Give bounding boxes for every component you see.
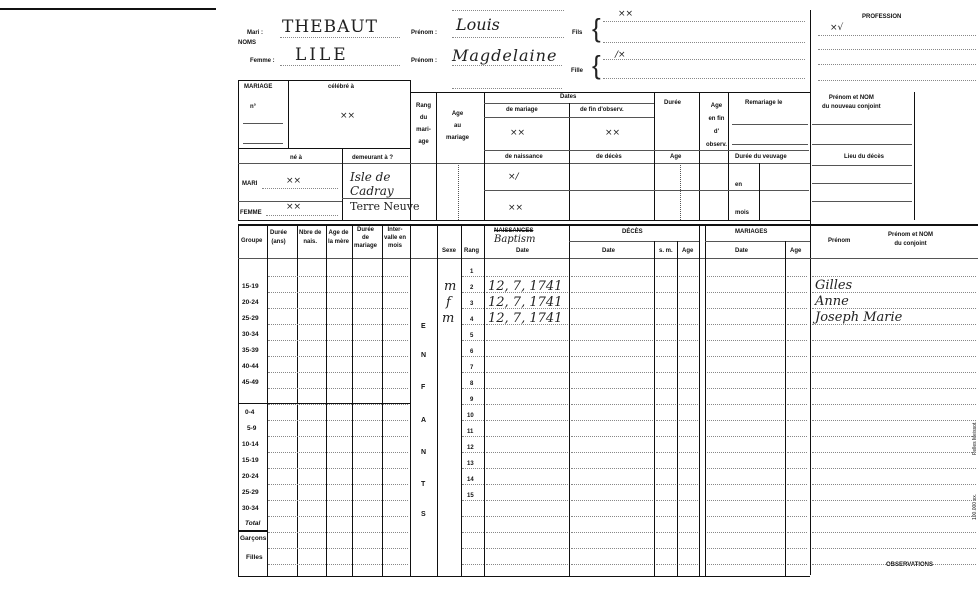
age-label-row2: Age: [670, 154, 682, 160]
row-rule: [462, 532, 484, 533]
row-rule: [656, 324, 676, 325]
row-rule: [656, 388, 676, 389]
bapteme-label: Baptism: [494, 234, 536, 245]
row-rule: [679, 564, 698, 565]
enfants-letter-7: S: [421, 511, 426, 518]
row-rule: [812, 548, 976, 549]
age-fin-observ-label: Age en fin d' observ.: [706, 103, 727, 148]
sm-label: s. m.: [659, 248, 673, 254]
row-rule: [679, 452, 698, 453]
row-rule: [268, 388, 408, 389]
row-rule: [571, 404, 653, 405]
row-rule: [486, 276, 568, 277]
row-rule: [787, 388, 807, 389]
row-rule: [812, 308, 976, 309]
row-rule: [486, 340, 568, 341]
filles-label: Filles: [246, 554, 263, 561]
enfants-letter-4: A: [421, 417, 427, 424]
row-rule: [656, 500, 676, 501]
row-rule: [268, 516, 408, 517]
row-rule: [486, 420, 568, 421]
observations-label: OBSERVATIONS: [886, 562, 934, 568]
mari-row-label: MARI: [242, 181, 258, 187]
row-rule: [812, 452, 976, 453]
row-rule: [268, 372, 408, 373]
row-rule: [707, 420, 784, 421]
row-rule: [462, 484, 484, 485]
rang-14: 14: [467, 477, 474, 483]
femme-name: LILE: [295, 45, 349, 65]
row-rule: [268, 308, 408, 309]
copies-mark: 100.000 ex.: [972, 493, 978, 520]
row-rule: [787, 372, 807, 373]
enfants-letter-5: N: [421, 449, 427, 456]
rang-4: 4: [470, 317, 474, 323]
rang-2: 2: [470, 285, 474, 291]
row-rule: [656, 468, 676, 469]
en-label: en: [735, 182, 743, 188]
celebre-label: célébré à: [328, 84, 355, 90]
row-rule: [462, 468, 484, 469]
child-1-sexe: m: [444, 279, 457, 294]
mariage-label: MARIAGE: [244, 84, 273, 90]
row-rule: [707, 308, 784, 309]
nbre-nais-label: Nbre de nais.: [299, 230, 322, 245]
row-rule: [679, 500, 698, 501]
groupe-20-24-b: 20-24: [242, 473, 259, 480]
row-rule: [656, 548, 676, 549]
row-rule: [812, 404, 976, 405]
remariage-label: Remariage le: [745, 100, 783, 106]
groupe-0-4: 0-4: [245, 409, 255, 416]
row-rule: [707, 452, 784, 453]
row-rule: [462, 420, 484, 421]
row-rule: [268, 292, 408, 293]
noms-label: NOMS: [238, 40, 256, 46]
row-rule: [812, 292, 976, 293]
demeurant-line-1: Isle de: [350, 170, 391, 184]
fille-mark: /×: [615, 50, 626, 60]
duree-veuvage-label: Durée du veuvage: [735, 154, 787, 160]
row-rule: [571, 548, 653, 549]
mariages-date-label: Date: [735, 248, 749, 254]
row-rule: [486, 404, 568, 405]
profession-mark: ×√: [830, 23, 844, 33]
row-rule: [787, 324, 807, 325]
row-rule: [268, 276, 408, 277]
date-mariage-mark: ××: [510, 128, 526, 138]
row-rule: [462, 436, 484, 437]
mois-label: mois: [735, 210, 750, 216]
duree-mariage-label: Durée de mariage: [354, 227, 378, 249]
lieu-deces-label: Lieu du décès: [844, 154, 885, 160]
row-rule: [787, 468, 807, 469]
groupe-25-29-b: 25-29: [242, 489, 259, 496]
nouveau-conjoint-label: Prénom et NOM du nouveau conjoint: [822, 95, 881, 110]
row-rule: [571, 532, 653, 533]
de-deces-label: de décès: [596, 154, 622, 160]
row-rule: [787, 404, 807, 405]
row-rule: [812, 276, 976, 277]
garcons-label: Garçons: [240, 535, 267, 542]
row-rule: [656, 420, 676, 421]
mari-ne-mark: ××: [286, 176, 302, 186]
enfants-letter-2: N: [421, 352, 427, 359]
page-rule: [0, 8, 216, 10]
row-rule: [787, 532, 807, 533]
row-rule: [462, 404, 484, 405]
row-rule: [787, 436, 807, 437]
age-au-mariage-label: Age au mariage: [446, 111, 470, 141]
row-rule: [486, 564, 568, 565]
row-rule: [462, 324, 484, 325]
row-rule: [787, 452, 807, 453]
row-rule: [812, 500, 976, 501]
row-rule: [707, 324, 784, 325]
total-label: Total: [245, 520, 261, 527]
prenom-label-femme: Prénom :: [411, 58, 438, 64]
row-rule: [787, 484, 807, 485]
child-1-prenom: Gilles: [815, 278, 853, 293]
mari-name: THEBAUT: [282, 17, 379, 37]
row-rule: [679, 420, 698, 421]
mariages-label: MARIAGES: [735, 229, 768, 235]
row-rule: [656, 564, 676, 565]
groupe-10-14: 10-14: [242, 441, 259, 448]
row-rule: [707, 484, 784, 485]
row-rule: [656, 292, 676, 293]
row-rule: [486, 388, 568, 389]
row-rule: [571, 468, 653, 469]
row-rule: [707, 516, 784, 517]
row-rule: [268, 468, 408, 469]
child-2-prenom: Anne: [815, 294, 849, 309]
enfants-letter-3: F: [421, 384, 426, 391]
age-mere-label: Age de la mère: [328, 230, 350, 245]
rang-9: 9: [470, 397, 474, 403]
row-rule: [486, 484, 568, 485]
child-3-prenom: Joseph Marie: [815, 310, 903, 325]
row-rule: [679, 404, 698, 405]
sexe-label: Sexe: [442, 248, 457, 254]
row-rule: [486, 436, 568, 437]
groupe-45-49: 45-49: [242, 379, 259, 386]
rang-6: 6: [470, 349, 474, 355]
demeurant-label: demeurant à ?: [352, 155, 394, 161]
mari-prenom: Louis: [456, 15, 500, 34]
row-rule: [812, 372, 976, 373]
row-rule: [679, 356, 698, 357]
mariages-age-label: Age: [790, 248, 802, 254]
deces-age-label: Age: [682, 248, 694, 254]
groupe-30-34: 30-34: [242, 331, 259, 338]
groupe-20-24: 20-24: [242, 299, 259, 306]
groupe-label: Groupe: [241, 238, 263, 244]
row-rule: [707, 436, 784, 437]
groupe-40-44: 40-44: [242, 363, 259, 370]
deces-label: DÉCÈS: [622, 229, 643, 235]
fin-observ-mark: ××: [605, 128, 621, 138]
row-rule: [787, 356, 807, 357]
groupe-5-9: 5-9: [247, 425, 257, 432]
rang-12: 12: [467, 445, 474, 451]
enfants-letter-1: E: [421, 323, 426, 330]
row-rule: [812, 340, 976, 341]
row-rule: [656, 516, 676, 517]
row-rule: [679, 388, 698, 389]
fils-label: Fils: [572, 30, 583, 36]
row-rule: [707, 340, 784, 341]
row-rule: [707, 292, 784, 293]
row-rule: [462, 356, 484, 357]
prenom-enfant-label: Prénom: [828, 238, 851, 244]
row-rule: [656, 276, 676, 277]
row-rule: [679, 324, 698, 325]
row-rule: [812, 324, 976, 325]
naissance-mark: ×/: [508, 172, 519, 182]
row-rule: [268, 548, 408, 549]
row-rule: [268, 484, 408, 485]
groupe-15-19-b: 15-19: [242, 457, 259, 464]
row-rule: [812, 388, 976, 389]
fils-mark: ××: [618, 9, 634, 19]
row-rule: [486, 324, 568, 325]
groupe-30-34-b: 30-34: [242, 505, 259, 512]
row-rule: [571, 308, 653, 309]
row-rule: [707, 404, 784, 405]
groupe-15-19: 15-19: [242, 283, 259, 290]
row-rule: [486, 356, 568, 357]
row-rule: [812, 564, 976, 565]
femme-label: Femme :: [250, 58, 275, 64]
de-mariage-label: de mariage: [506, 107, 538, 113]
row-rule: [707, 468, 784, 469]
row-rule: [679, 436, 698, 437]
celebre-mark: ××: [340, 111, 356, 121]
rang-15: 15: [467, 493, 474, 499]
row-rule: [486, 292, 568, 293]
row-rule: [268, 452, 408, 453]
row-rule: [787, 516, 807, 517]
row-rule: [571, 516, 653, 517]
row-rule: [812, 532, 976, 533]
row-rule: [812, 436, 976, 437]
row-rule: [679, 516, 698, 517]
femme-prenom: Magdelaine: [452, 46, 558, 65]
row-rule: [787, 420, 807, 421]
row-rule: [787, 340, 807, 341]
row-rule: [787, 292, 807, 293]
child-2-sexe: f: [446, 295, 451, 310]
row-rule: [656, 452, 676, 453]
row-rule: [707, 356, 784, 357]
row-rule: [486, 548, 568, 549]
fille-label: Fille: [571, 68, 584, 74]
row-rule: [571, 564, 653, 565]
row-rule: [656, 532, 676, 533]
row-rule: [812, 468, 976, 469]
row-rule: [268, 404, 408, 405]
row-rule: [679, 484, 698, 485]
row-rule: [787, 564, 807, 565]
row-rule: [707, 372, 784, 373]
row-rule: [707, 388, 784, 389]
row-rule: [707, 564, 784, 565]
child-3-sexe: m: [442, 311, 455, 326]
rang-label: Rang: [464, 248, 479, 254]
row-rule: [571, 372, 653, 373]
row-rule: [268, 324, 408, 325]
row-rule: [268, 436, 408, 437]
row-rule: [462, 452, 484, 453]
row-rule: [571, 292, 653, 293]
fin-observ-label: de fin d'observ.: [580, 107, 624, 113]
row-rule: [656, 404, 676, 405]
row-rule: [679, 468, 698, 469]
demeurant-line-2: Cadray: [350, 184, 394, 198]
row-rule: [571, 276, 653, 277]
row-rule: [787, 500, 807, 501]
duree-label: Durée: [664, 100, 682, 106]
profession-label: PROFESSION: [862, 14, 902, 20]
row-rule: [571, 452, 653, 453]
row-rule: [462, 500, 484, 501]
row-rule: [812, 484, 976, 485]
ne-a-label: né à: [290, 155, 303, 161]
row-rule: [462, 276, 484, 277]
row-rule: [571, 356, 653, 357]
row-rule: [656, 436, 676, 437]
row-rule: [812, 516, 976, 517]
row-rule: [812, 356, 976, 357]
row-rule: [787, 548, 807, 549]
groupe-35-39: 35-39: [242, 347, 259, 354]
child-2-date: 12, 7, 1741: [488, 295, 563, 310]
rang-7: 7: [470, 365, 474, 371]
row-rule: [571, 340, 653, 341]
row-rule: [268, 356, 408, 357]
row-rule: [462, 388, 484, 389]
row-rule: [656, 308, 676, 309]
row-rule: [812, 420, 976, 421]
rang-3: 3: [470, 301, 474, 307]
rang-10: 10: [467, 413, 474, 419]
mari-label: Mari :: [247, 30, 264, 36]
row-rule: [571, 388, 653, 389]
rang-11: 11: [467, 429, 474, 435]
row-rule: [679, 340, 698, 341]
row-rule: [486, 468, 568, 469]
rang-1: 1: [470, 269, 474, 275]
no-label: n°: [250, 104, 257, 110]
row-rule: [486, 500, 568, 501]
row-rule: [571, 484, 653, 485]
row-rule: [707, 500, 784, 501]
naissance-mark-femme: ××: [508, 203, 524, 213]
row-rule: [571, 500, 653, 501]
prenom-label-mari: Prénom :: [411, 30, 438, 36]
row-rule: [268, 532, 408, 533]
row-rule: [656, 356, 676, 357]
duree-ans-label: Durée (ans): [270, 230, 288, 245]
dates-label: Dates: [560, 94, 577, 100]
rang-5: 5: [470, 333, 474, 339]
row-rule: [707, 532, 784, 533]
row-rule: [787, 276, 807, 277]
row-rule: [656, 484, 676, 485]
demeurant-line-3: Terre Neuve: [350, 200, 420, 213]
printer-mark: Pelles Meissot.: [972, 421, 978, 455]
row-rule: [679, 276, 698, 277]
femme-ne-mark: ××: [286, 202, 302, 212]
row-rule: [462, 564, 484, 565]
row-rule: [462, 292, 484, 293]
naissances-label: NAISSANCES: [494, 228, 534, 234]
enfants-letter-6: T: [421, 481, 426, 488]
row-rule: [268, 420, 408, 421]
child-1-date: 12, 7, 1741: [488, 279, 563, 294]
femme-row-label: FEMME: [240, 210, 262, 216]
row-rule: [679, 308, 698, 309]
row-rule: [656, 340, 676, 341]
intervalle-label: Inter- valle en mois: [384, 227, 407, 249]
row-rule: [486, 516, 568, 517]
rang-13: 13: [467, 461, 474, 467]
row-rule: [462, 308, 484, 309]
row-rule: [486, 532, 568, 533]
child-3-date: 12, 7, 1741: [488, 311, 563, 326]
prenom-conjoint-label: Prénom et NOM du conjoint: [888, 232, 934, 247]
row-rule: [462, 548, 484, 549]
row-rule: [462, 372, 484, 373]
row-rule: [571, 420, 653, 421]
row-rule: [679, 532, 698, 533]
row-rule: [462, 340, 484, 341]
row-rule: [656, 372, 676, 373]
row-rule: [679, 292, 698, 293]
row-rule: [268, 564, 408, 565]
row-rule: [462, 516, 484, 517]
row-rule: [707, 548, 784, 549]
groupe-25-29: 25-29: [242, 315, 259, 322]
row-rule: [268, 500, 408, 501]
row-rule: [571, 436, 653, 437]
row-rule: [268, 340, 408, 341]
row-rule: [787, 308, 807, 309]
row-rule: [486, 308, 568, 309]
rang-8: 8: [470, 381, 474, 387]
row-rule: [486, 372, 568, 373]
row-rule: [571, 324, 653, 325]
row-rule: [679, 548, 698, 549]
row-rule: [707, 276, 784, 277]
row-rule: [486, 452, 568, 453]
rang-du-mariage-label: Rang du mari- age: [416, 103, 431, 145]
de-naissance-label: de naissance: [505, 154, 543, 160]
deces-date-label: Date: [602, 248, 616, 254]
row-rule: [679, 372, 698, 373]
naissance-date-label: Date: [516, 248, 530, 254]
